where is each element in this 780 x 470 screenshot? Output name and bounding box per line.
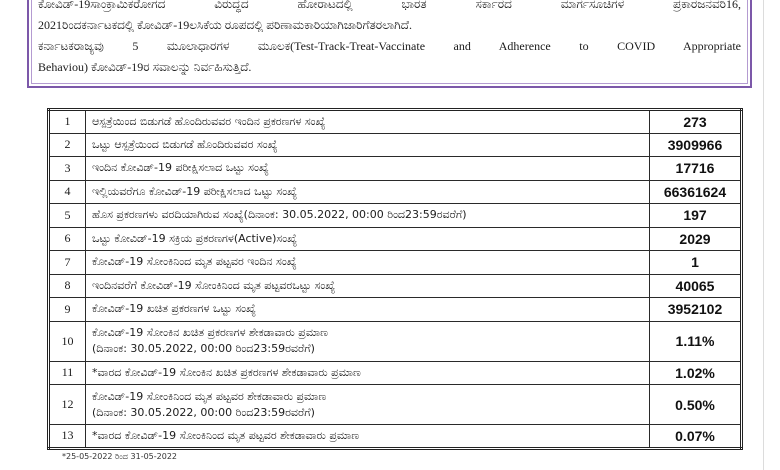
row-description-date-range: (ದಿನಾಂಕ: 30.05.2022, 00:00 ರಿಂದ23:59ರವರೆಗೆ): [92, 342, 315, 355]
row-description-text: ಒಟ್ಟು ಕೋವಿಡ್-19 ಸಕ್ರಿಯ ಪ್ರಕರಣಗಳ(Active)ಸಂಖ್ಯೆ: [92, 231, 298, 245]
row-value: 273: [650, 110, 742, 134]
row-number: 12: [49, 385, 86, 425]
row-value: 1.11%: [650, 321, 742, 361]
table-row: [49, 321, 742, 361]
table-row: [49, 180, 742, 204]
row-description: [86, 180, 650, 204]
row-value: 66361624: [650, 180, 742, 204]
intro-line: 2021ರಿಂದಕರ್ನಾಟಕದಲ್ಲಿ ಕೋವಿಡ್-19ಲಸಿಕೆಯ ರೂಪದಲ್ಲಿ ಪರಿಣಾಮಕಾರಿಯಾಗಿಜಾರಿಗೆತರಲಾಗಿದೆ.: [38, 18, 412, 32]
row-description: [86, 157, 650, 181]
row-description-text: ಒಟ್ಟು ಆಸ್ಪತ್ರೆಯಿಂದ ಬಿಡುಗಡೆ ಹೊಂದಿರುವವರ ಸಂಖ್ಯೆ: [92, 137, 278, 151]
row-value: 1: [650, 251, 742, 275]
table-row: [49, 204, 742, 228]
row-value: 3952102: [650, 298, 742, 322]
row-value: 3909966: [650, 133, 742, 157]
table-row: [49, 274, 742, 298]
table-row: [49, 385, 742, 425]
row-description-text: ಕೋವಿಡ್-19 ಸೋಂಕಿನಿಂದ ಮೃತ ಪಟ್ಟವರ ಶೇಕಡಾವಾರು ಪ್ರಮಾಣ: [92, 389, 327, 403]
table-row: [49, 227, 742, 251]
row-number: 5: [49, 204, 86, 228]
table-row: [49, 298, 742, 322]
row-value: 0.50%: [650, 385, 742, 425]
table-row: [49, 157, 742, 181]
row-description-text: ಕೋವಿಡ್-19 ಸೋಂಕಿನಿಂದ ಮೃತ ಪಟ್ಟವರ ಇಂದಿನ ಸಂಖ್ಯೆ: [92, 255, 297, 269]
page-edge-line: [763, 0, 764, 470]
row-description-text: ಇಂದಿನ ಕೋವಿಡ್-19 ಪರೀಕ್ಷಿಸಲಾದ ಒಟ್ಟು ಸಂಖ್ಯೆ: [92, 161, 269, 175]
row-number: 10: [49, 321, 86, 361]
row-value: 197: [650, 204, 742, 228]
row-number: 3: [49, 157, 86, 181]
row-description: [86, 227, 650, 251]
row-description: [86, 321, 650, 361]
table-row: [49, 425, 742, 449]
table-row: [49, 361, 742, 385]
row-description: [86, 133, 650, 157]
row-number: 7: [49, 251, 86, 275]
row-number: 6: [49, 227, 86, 251]
row-description: [86, 274, 650, 298]
row-description: [86, 361, 650, 385]
row-description-text: ಕೋವಿಡ್-19 ಸೋಂಕಿನ ಖಚಿತ ಪ್ರಕರಣಗಳ ಶೇಕಡಾವಾರು ಪ್ರಮಾಣ: [92, 326, 328, 339]
row-description-text: *ವಾರದ ಕೋವಿಡ್-19 ಸೋಂಕಿನ ಖಚಿತ ಪ್ರಕರಣಗಳ ಶೇಕಡಾವಾರು ಪ್ರಮಾಣ: [92, 365, 361, 379]
row-number: 13: [49, 425, 86, 449]
row-description: [86, 204, 650, 228]
row-description-text: ಆಸ್ಪತ್ರೆಯಿಂದ ಬಿಡುಗಡೆ ಹೊಂದಿರುವವರ ಇಂದಿನ ಪ್ರಕರಣಗಳ ಸಂಖ್ಯೆ: [92, 114, 326, 128]
row-value: 2029: [650, 227, 742, 251]
row-description-text: ಇಂದಿನವರೆಗೆ ಕೋವಿಡ್-19 ಸೋಂಕಿನಿಂದ ಮೃತ ಪಟ್ಟವರಒಟ್ಟು ಸಂಖ್ಯೆ: [92, 278, 336, 292]
row-value: 0.07%: [650, 425, 742, 449]
row-description-text: ಕೋವಿಡ್-19 ಖಚಿತ ಪ್ರಕರಣಗಳ ಒಟ್ಟು ಸಂಖ್ಯೆ: [92, 302, 256, 316]
row-value: 1.02%: [650, 361, 742, 385]
row-number: 1: [49, 110, 86, 134]
footnote: *25-05-2022 ರಿಂದ 31-05-2022: [62, 452, 178, 461]
row-value: 17716: [650, 157, 742, 181]
stats-table-body: [49, 110, 742, 449]
row-number: 8: [49, 274, 86, 298]
row-description: [86, 298, 650, 322]
row-description: [86, 110, 650, 134]
row-value: 40065: [650, 274, 742, 298]
row-description-text: ಹೊಸ ಪ್ರಕರಣಗಳು ವರದಿಯಾಗಿರುವ ಸಂಖ್ಯೆ(ದಿನಾಂಕ: 30.05.2022, 00:00 ರಿಂದ23:59ರವರೆಗೆ): [92, 208, 467, 222]
row-description: [86, 385, 650, 425]
table-row: [49, 251, 742, 275]
table-row: [49, 133, 742, 157]
row-number: 11: [49, 361, 86, 385]
row-number: 2: [49, 133, 86, 157]
row-description-text: *ವಾರದ ಕೋವಿಡ್-19 ಸೋಂಕಿನಿಂದ ಮೃತ ಪಟ್ಟವರ ಶೇಕಡಾವಾರು ಪ್ರಮಾಣ: [92, 428, 360, 442]
intro-box: [27, 0, 752, 88]
row-description-date-range: (ದಿನಾಂಕ: 30.05.2022, 00:00 ರಿಂದ23:59ರವರೆಗೆ): [92, 405, 315, 419]
row-number: 4: [49, 180, 86, 204]
row-description: [86, 251, 650, 275]
intro-line: ಕೋವಿಡ್-19ಸಾಂಕ್ರಾಮಿಕರೋಗದ ವಿರುದ್ಧದ ಹೋರಾಟದಲ್ಲಿ ಭಾರತ ಸರ್ಕಾರದ ಮಾರ್ಗಸೂಚಿಗಳ ಪ್ರಕಾರಜನವರಿ16,: [38, 0, 741, 11]
table-row: [49, 110, 742, 134]
row-number: 9: [49, 298, 86, 322]
covid-stats-table: [47, 108, 743, 450]
intro-line: Behaviou) ಕೋವಿಡ್-19ರ ಸವಾಲನ್ನು ನಿರ್ವಹಿಸುತ್ತಿದೆ.: [38, 60, 252, 74]
row-description: [86, 425, 650, 449]
intro-line: ಕರ್ನಾಟಕರಾಜ್ಯವು 5 ಮೂಲಾಧಾರಗಳ ಮೂಲಕ(Test-Track-Treat-Vaccinate and Adherence to COVID Appropriate: [38, 39, 741, 53]
row-description-text: ಇಲ್ಲಿಯವರೆಗೂ ಕೋವಿಡ್-19 ಪರೀಕ್ಷಿಸಲಾದ ಒಟ್ಟು ಸಂಖ್ಯೆ: [92, 184, 298, 198]
